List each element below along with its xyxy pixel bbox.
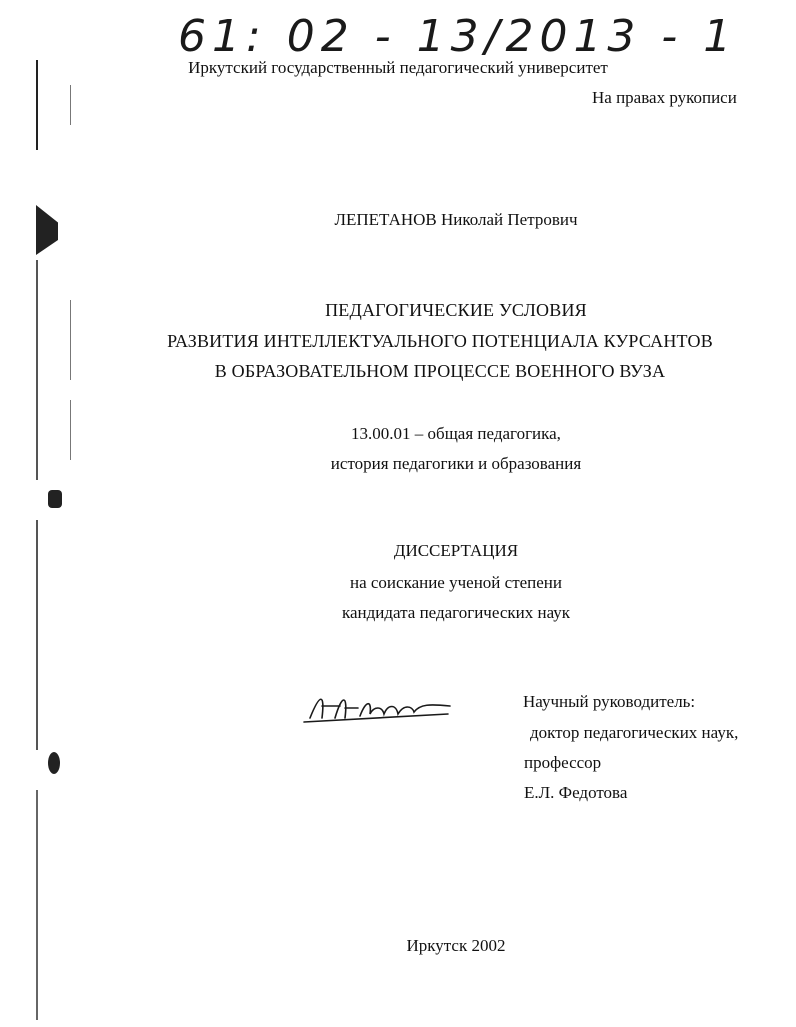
scan-margin-mark: [48, 752, 60, 774]
scan-margin-mark: [36, 260, 38, 480]
archive-code-handwritten: 61: 02 - 13/2013 - 1: [178, 11, 738, 62]
manuscript-rights-label: На правах рукописи: [592, 88, 737, 107]
author-signature: [300, 688, 460, 728]
author-name: ЛЕПЕТАНОВ Николай Петрович: [334, 210, 578, 229]
thesis-title-line-3: В ОБРАЗОВАТЕЛЬНОМ ПРОЦЕССЕ ВОЕННОГО ВУЗА: [214, 361, 666, 381]
specialty-code-line: 13.00.01 – общая педагогика,: [351, 424, 561, 443]
supervisor-degree: доктор педагогических наук,: [530, 723, 739, 742]
city-and-year: Иркутск 2002: [406, 936, 506, 955]
thesis-title-line-2: РАЗВИТИЯ ИНТЕЛЛЕКТУАЛЬНОГО ПОТЕНЦИАЛА КУРСАНТОВ: [167, 331, 713, 351]
scan-margin-mark: [36, 520, 38, 750]
supervisor-label: Научный руководитель:: [523, 692, 696, 711]
scan-margin-mark: [70, 85, 71, 125]
supervisor-title: профессор: [524, 753, 602, 772]
degree-purpose-line: на соискание ученой степени: [349, 573, 563, 592]
specialty-name-line: история педагогики и образования: [330, 454, 582, 473]
document-type-heading: ДИССЕРТАЦИЯ: [393, 541, 519, 560]
scan-margin-mark: [36, 790, 38, 1020]
university-name: Иркутский государственный педагогический университет: [188, 58, 608, 77]
thesis-title-line-1: ПЕДАГОГИЧЕСКИЕ УСЛОВИЯ: [325, 300, 587, 320]
scan-margin-mark: [48, 490, 62, 508]
scan-margin-mark: [36, 205, 58, 255]
degree-name-line: кандидата педагогических наук: [341, 603, 571, 622]
supervisor-name: Е.Л. Федотова: [524, 783, 628, 802]
